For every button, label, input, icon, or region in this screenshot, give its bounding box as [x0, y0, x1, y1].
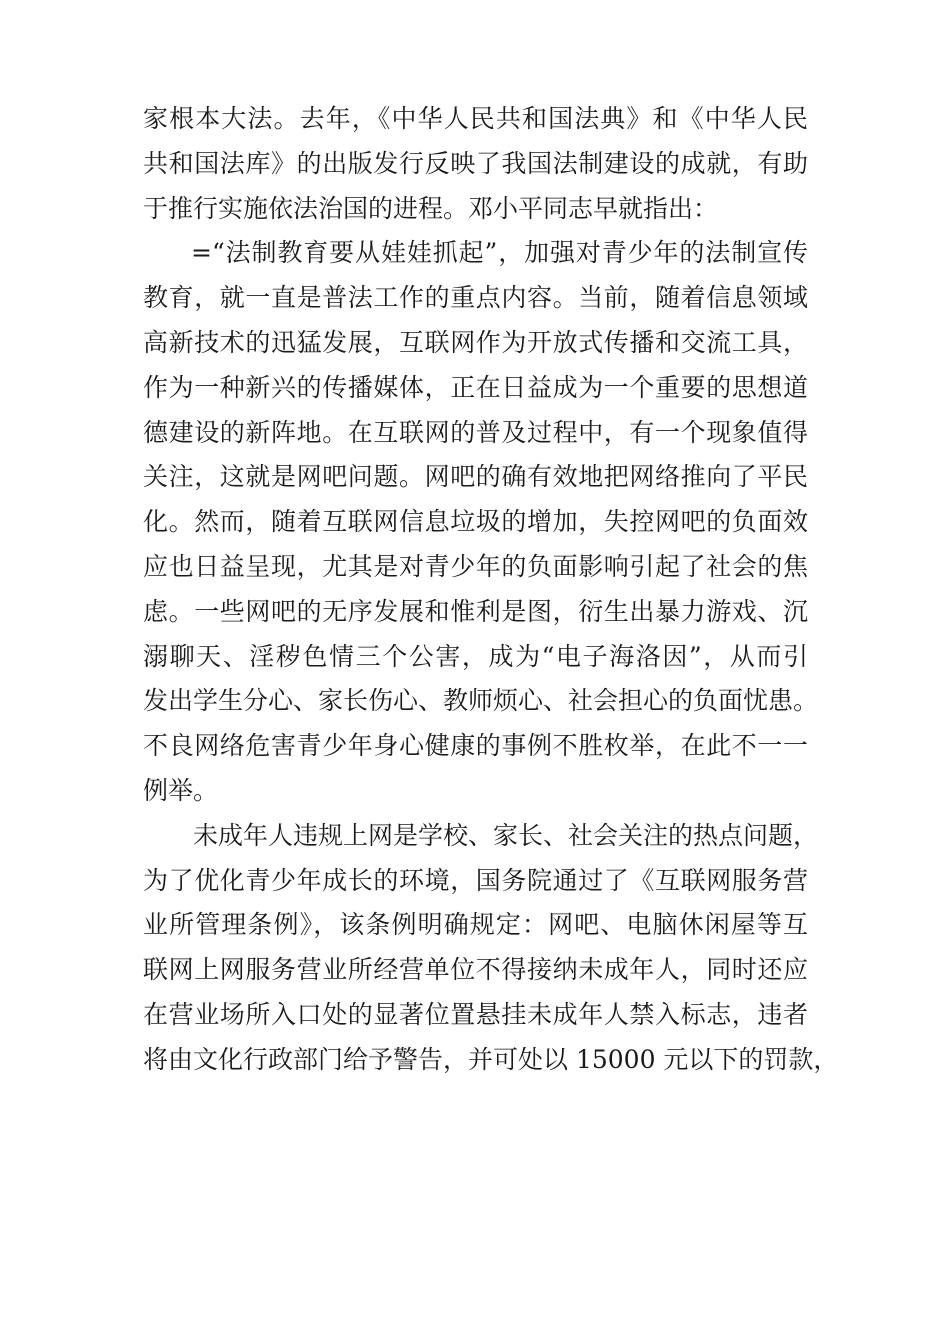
paragraph-line: 发出学生分心、家长伤心、教师烦心、社会担心的负面忧患。 — [143, 686, 819, 716]
paragraph-line: 高新技术的迅猛发展，互联网作为开放式传播和交流工具， — [143, 327, 808, 357]
document-body — [143, 97, 839, 1083]
paragraph-line: 关注，这就是网吧问题。网吧的确有效地把网络推向了平民 — [143, 462, 808, 492]
paragraph-line: 德建设的新阵地。在互联网的普及过程中，有一个现象值得 — [143, 417, 808, 447]
paragraph-line: 共和国法库》的出版发行反映了我国法制建设的成就，有助 — [143, 148, 808, 178]
paragraph-line: 未成年人违规上网是学校、家长、社会关注的热点问题， — [193, 820, 819, 850]
paragraph-line: 业所管理条例》，该条例明确规定：网吧、电脑休闲屋等互 — [143, 910, 808, 940]
paragraph-line: 在营业场所入口处的显著位置悬挂未成年人禁入标志，违者 — [143, 999, 808, 1029]
paragraph-line: 虑。一些网吧的无序发展和惟利是图，衍生出暴力游戏、沉 — [143, 596, 808, 626]
paragraph-line: 化。然而，随着互联网信息垃圾的增加，失控网吧的负面效 — [143, 507, 808, 537]
paragraph-line: =“法制教育要从娃娃抓起”，加强对青少年的法制宣传 — [191, 238, 808, 268]
paragraph-line: 应也日益呈现，尤其是对青少年的负面影响引起了社会的焦 — [143, 551, 808, 581]
paragraph-line: 溺聊天、淫秽色情三个公害，成为“电子海洛因”，从而引 — [143, 641, 808, 671]
paragraph-line: 为了优化青少年成长的环境，国务院通过了《互联网服务营 — [143, 865, 808, 895]
paragraph-line: 联网上网服务营业所经营单位不得接纳未成年人，同时还应 — [143, 955, 808, 985]
paragraph-line: 将由文化行政部门给予警告，并可处以 15000 元以下的罚款， — [143, 1044, 839, 1074]
paragraph-line: 不良网络危害青少年身心健康的事例不胜枚举，在此不一一 — [143, 731, 808, 761]
paragraph-line: 例举。 — [143, 775, 219, 805]
paragraph-line: 作为一种新兴的传播媒体，正在日益成为一个重要的思想道 — [143, 372, 808, 402]
paragraph-line: 教育，就一直是普法工作的重点内容。当前，随着信息领域 — [143, 283, 808, 313]
paragraph-line: 家根本大法。去年，《中华人民共和国法典》和《中华人民 — [143, 104, 808, 133]
paragraph-line: 于推行实施依法治国的进程。邓小平同志早就指出： — [143, 193, 719, 223]
